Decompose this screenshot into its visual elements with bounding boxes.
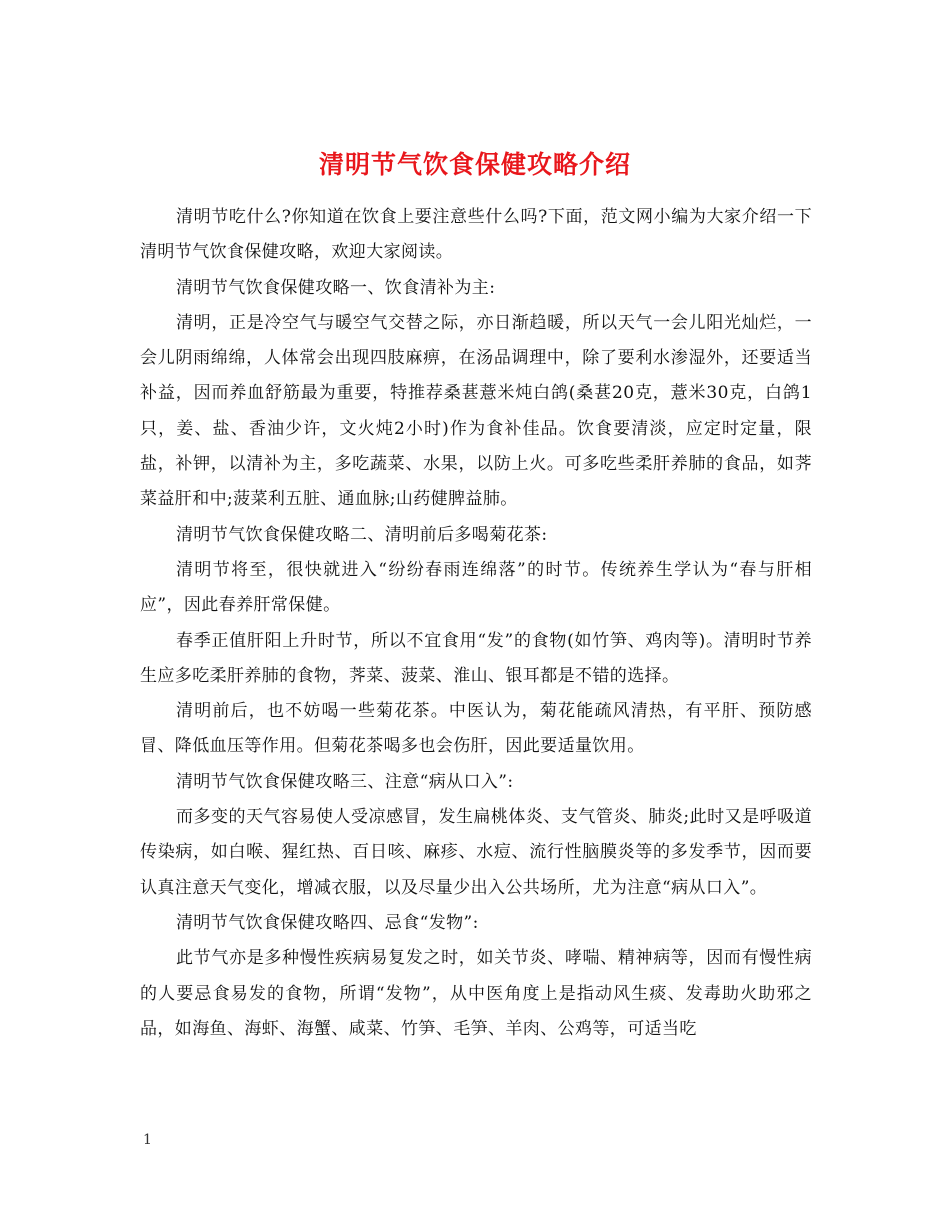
document-body xyxy=(140,200,812,1047)
paragraph: 清明前后，也不妨喝一些菊花茶。中医认为，菊花能疏风清热，有平肝、预防感冒、降低血压等作用。但菊花茶喝多也会伤肝，因此要适量饮用。 xyxy=(140,701,812,757)
paragraph: 而多变的天气容易使人受凉感冒，发生扁桃体炎、支气管炎、肺炎;此时又是呼吸道传染病，如白喉、猩红热、百日咳、麻疹、水痘、流行性脑膜炎等的多发季节，因而要认真注意天气变化，增减衣服，以及尽量少出入公共场所，尤为注意“病从口入”。 xyxy=(140,807,812,898)
section-heading: 清明节气饮食保健攻略三、注意“病从口入”: xyxy=(176,771,514,792)
paragraph: 清明节吃什么?你知道在饮食上要注意些什么吗?下面，范文网小编为大家介绍一下清明节气饮食保健攻略，欢迎大家阅读。 xyxy=(140,207,812,263)
paragraph: 此节气亦是多种慢性疾病易复发之时，如关节炎、哮喘、精神病等，因而有慢性病的人要忌食易发的食物，所谓“发物”，从中医角度上是指动风生痰、发毒助火助邪之品，如海鱼、海虾、海蟹、咸菜、竹笋、毛笋、羊肉、公鸡等，可适当吃 xyxy=(140,948,812,1039)
section-heading: 清明节气饮食保健攻略二、清明前后多喝菊花茶: xyxy=(176,524,548,545)
paragraph: 清明节将至，很快就进入“纷纷春雨连绵落”的时节。传统养生学认为“春与肝相应”，因此春养肝常保健。 xyxy=(140,559,812,616)
page-number: 1 xyxy=(143,1132,152,1148)
section-heading: 清明节气饮食保健攻略一、饮食清补为主: xyxy=(176,277,496,298)
paragraph: 春季正值肝阳上升时节，所以不宜食用“发”的食物(如竹笋、鸡肉等)。清明时节养生应多吃柔肝养肺的食物，荠菜、菠菜、淮山、银耳都是不错的选择。 xyxy=(140,630,812,686)
paragraph: 清明，正是冷空气与暖空气交替之际，亦日渐趋暖，所以天气一会儿阳光灿烂，一会儿阴雨绵绵，人体常会出现四肢麻痹，在汤品调理中，除了要利水渗湿外，还要适当补益，因而养血舒筋最为重要，特推荐桑葚薏米炖白鸽(桑葚20克，薏米30克，白鸽1只，姜、盐、香油少许，文火炖2小时)作为食补佳品。饮食要清淡，应定时定量，限盐，补钾，以清补为主，多吃蔬菜、水果，以防上火。可多吃些柔肝养肺的食品，如荠菜益肝和中;菠菜利五脏、通血脉;山药健脾益肺。 xyxy=(140,312,812,510)
document-title: 清明节气饮食保健攻略介绍 xyxy=(318,149,631,179)
section-heading: 清明节气饮食保健攻略四、忌食“发物”: xyxy=(176,912,479,933)
